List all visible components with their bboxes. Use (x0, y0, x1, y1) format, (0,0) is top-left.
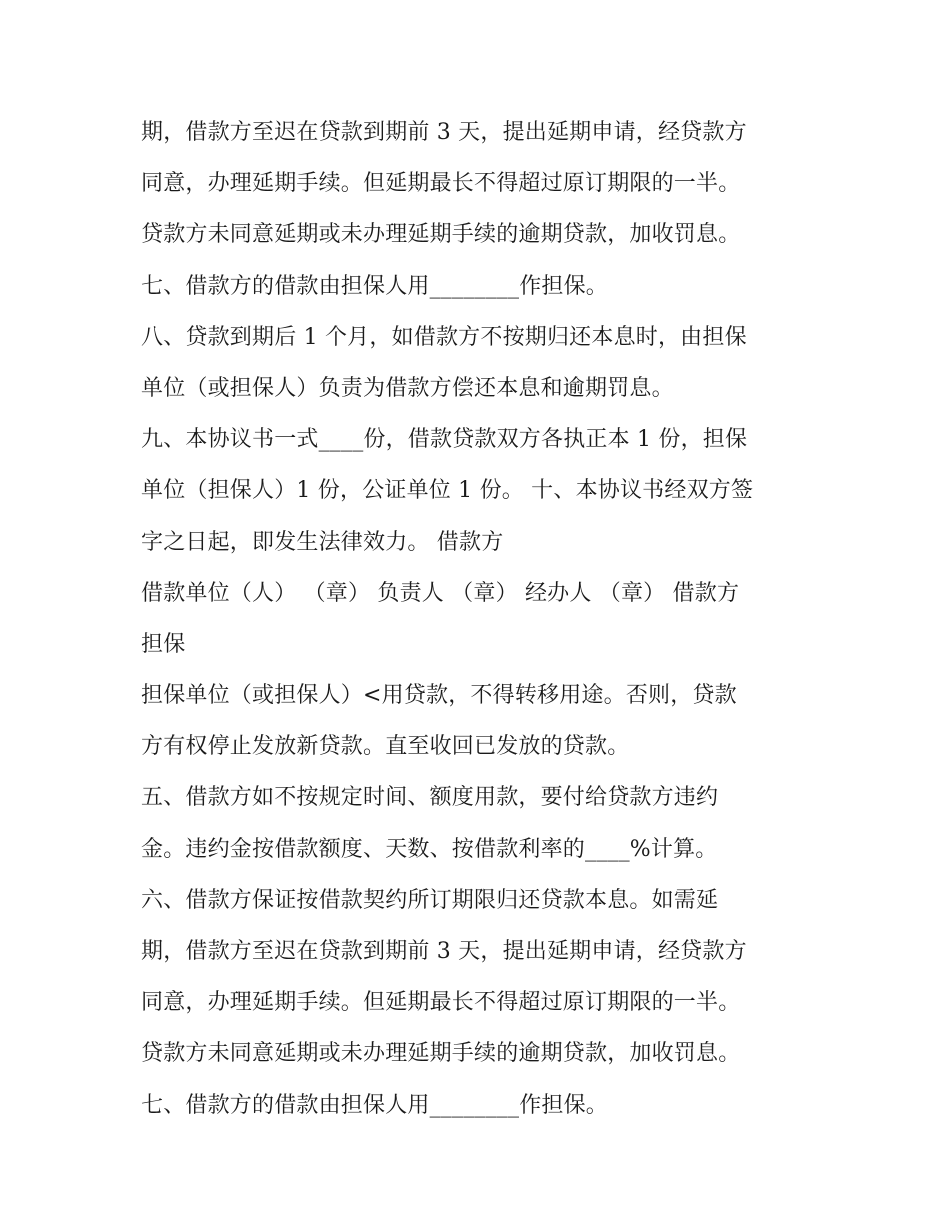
clause-five-line: 五、借款方如不按规定时间、额度用款，要付给贷款方违约 (141, 785, 719, 811)
signature-line: 借款单位（人） （章） 负责人 （章） 经办人 （章） 借款方 (141, 580, 740, 606)
document-body (141, 107, 821, 1131)
text-line: 同意，办理延期手续。但延期最长不得超过原订期限的一半。 (141, 990, 741, 1016)
text-line: 贷款方未同意延期或未办理延期手续的逾期贷款，加收罚息。 (141, 222, 741, 248)
clause-seven-line: 七、借款方的借款由担保人用________作担保。 (141, 1092, 609, 1118)
clause-ten-line: 单位（担保人）1 份，公证单位 1 份。 十、本协议书经双方签 (141, 478, 754, 504)
clause-seven-line: 七、借款方的借款由担保人用________作担保。 (141, 273, 609, 299)
text-line: 期，借款方至迟在贷款到期前 3 天，提出延期申请，经贷款方 (141, 939, 747, 964)
text-line: 同意，办理延期手续。但延期最长不得超过原订期限的一半。 (141, 171, 741, 197)
text-line: 金。违约金按借款额度、天数、按借款利率的____%计算。 (141, 836, 718, 862)
text-line: 贷款方未同意延期或未办理延期手续的逾期贷款，加收罚息。 (141, 1041, 741, 1067)
text-line: 字之日起，即发生法律效力。 借款方 (141, 529, 504, 555)
text-line: 担保 (141, 631, 186, 657)
clause-six-line: 六、借款方保证按借款契约所订期限归还贷款本息。如需延 (141, 887, 719, 913)
text-line: 担保单位（或担保人）<用贷款，不得转移用途。否则，贷款 (141, 683, 737, 709)
text-line: 单位（或担保人）负责为借款方偿还本息和逾期罚息。 (141, 375, 674, 401)
clause-eight-line: 八、贷款到期后 1 个月，如借款方不按期归还本息时，由担保 (141, 324, 747, 350)
clause-nine-line: 九、本协议书一式____份，借款贷款双方各执正本 1 份，担保 (141, 427, 748, 453)
text-line: 方有权停止发放新贷款。直至收回已发放的贷款。 (141, 734, 630, 760)
text-line: 期，借款方至迟在贷款到期前 3 天，提出延期申请，经贷款方 (141, 120, 747, 145)
